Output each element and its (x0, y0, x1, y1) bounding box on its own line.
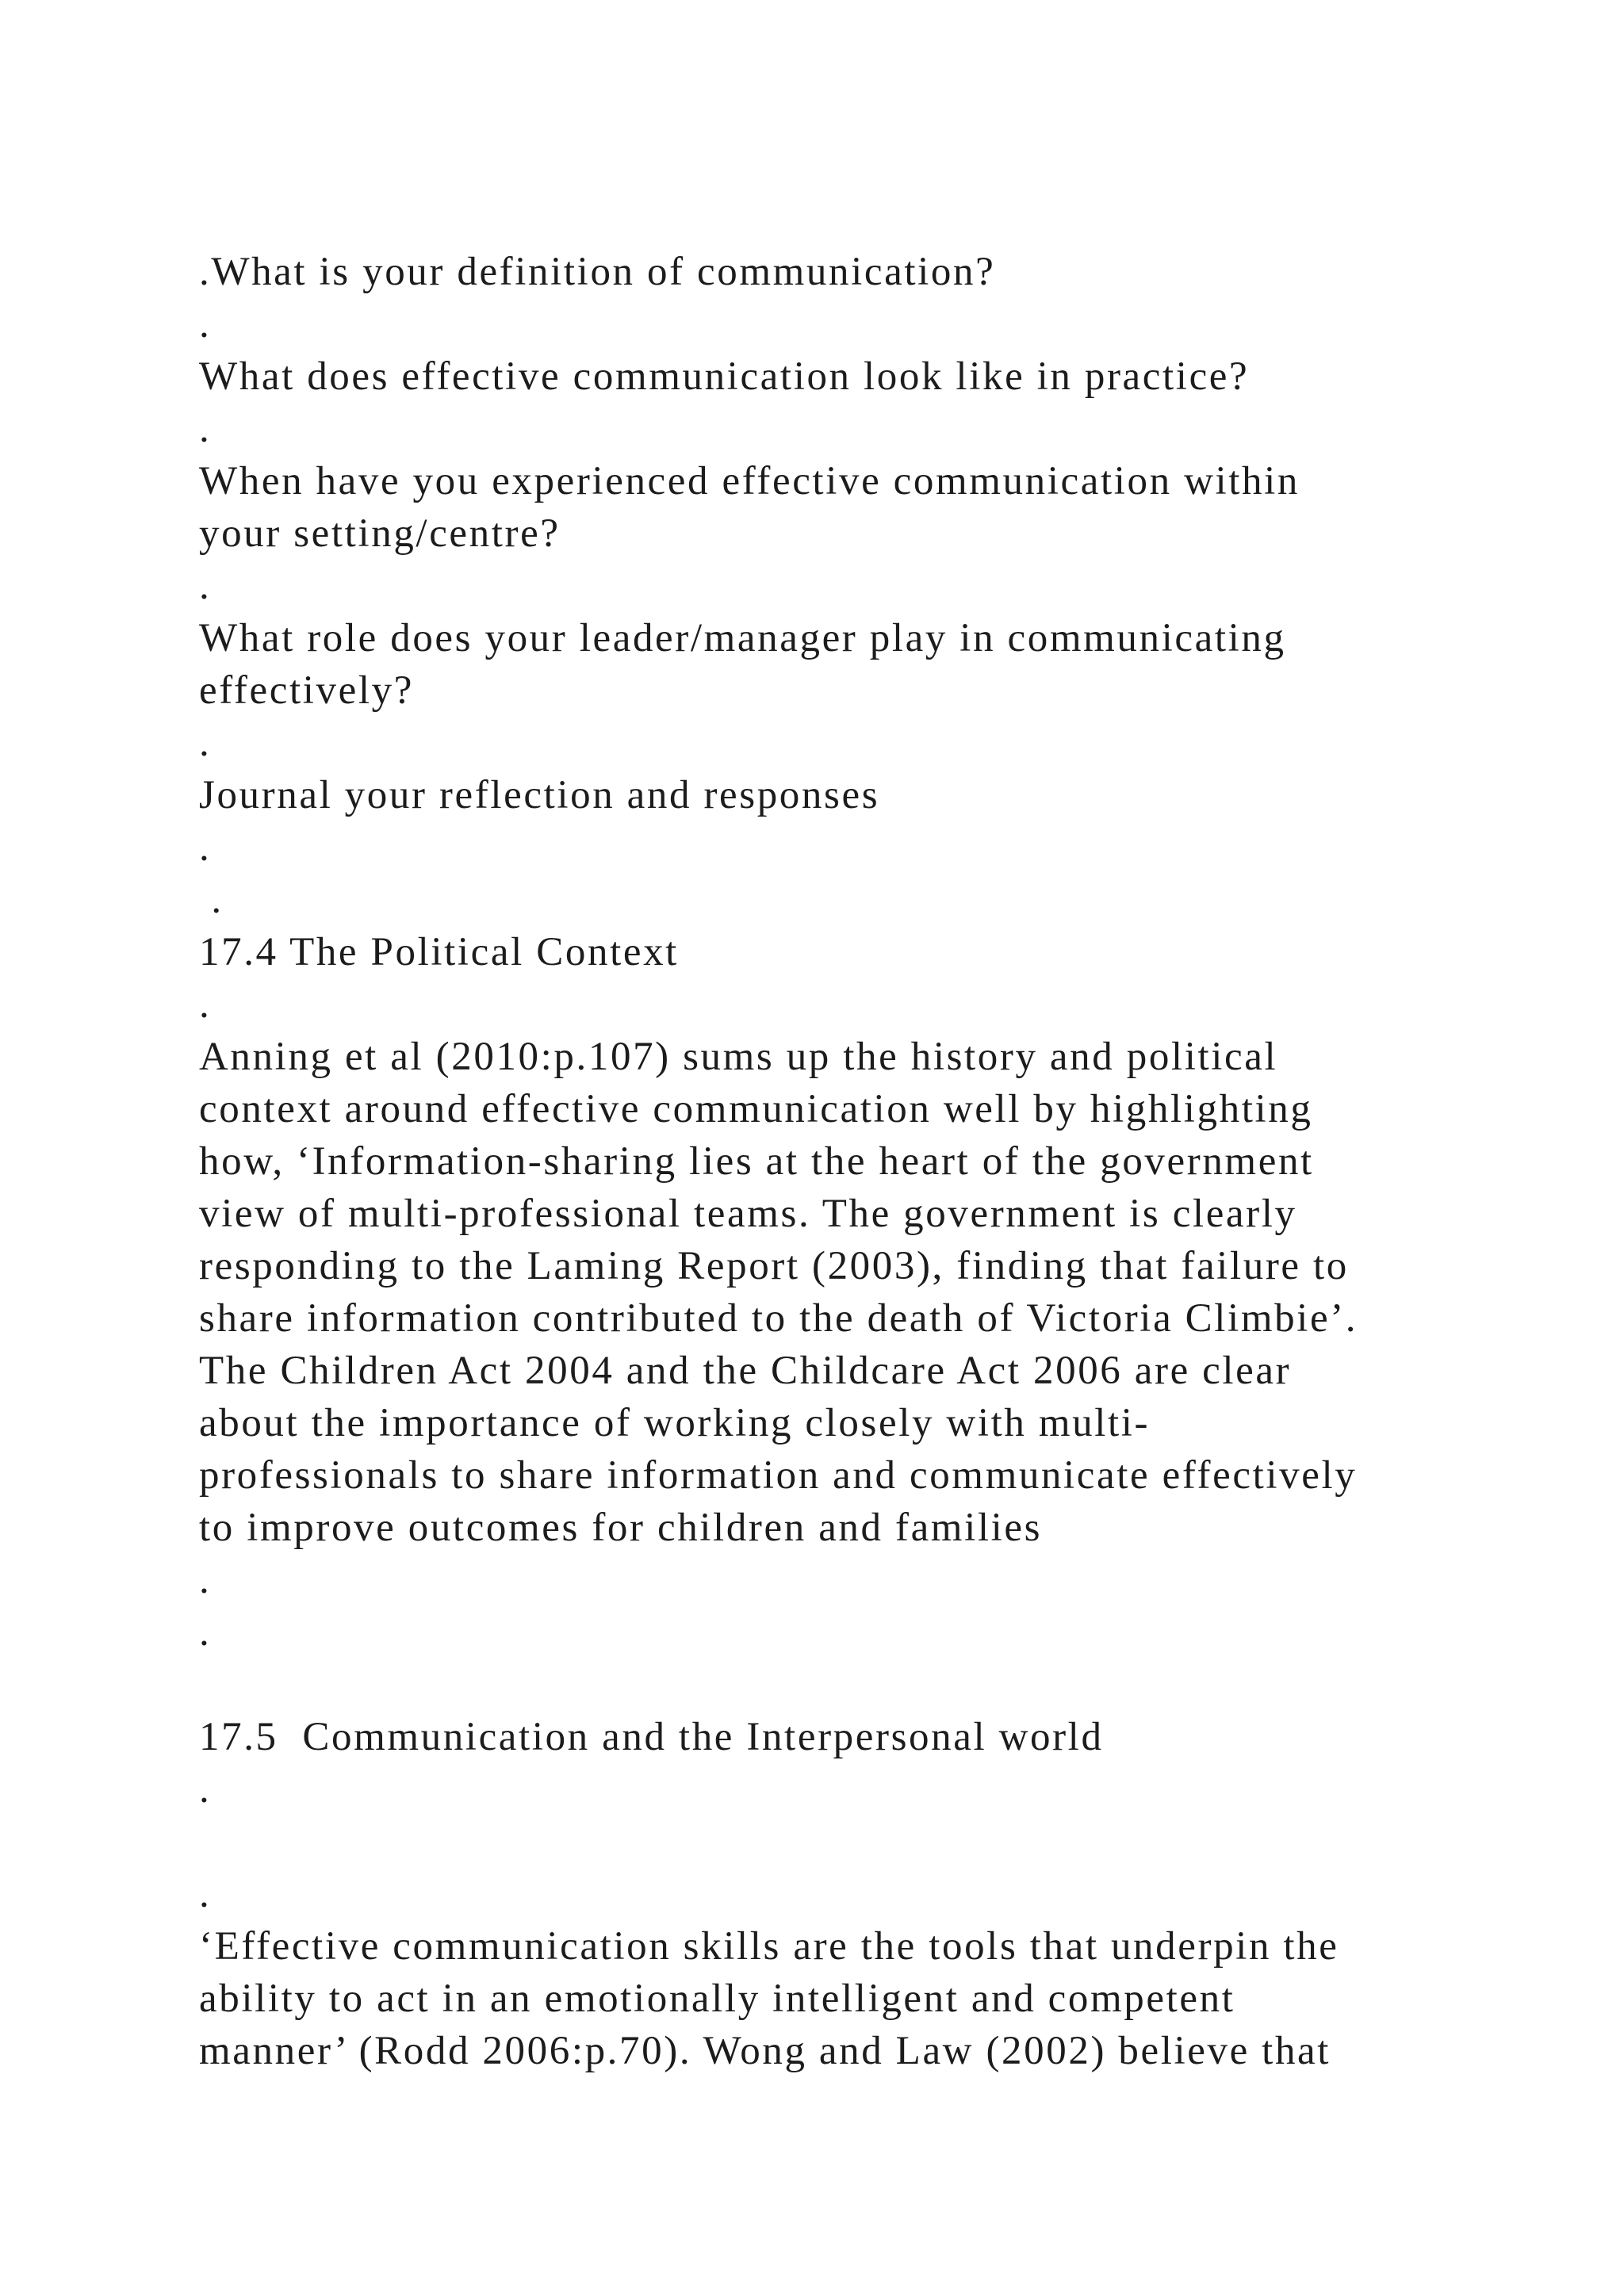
separator-dot: . (199, 564, 212, 608)
journal-instruction: Journal your reflection and responses (199, 773, 880, 817)
separator-dot: . (199, 825, 212, 870)
separator-dot: . (199, 878, 224, 922)
separator-dot: . (199, 1610, 212, 1655)
separator-dot: . (199, 982, 212, 1027)
paragraph-political-line-8: about the importance of working closely with multi- (199, 1401, 1151, 1445)
question-experience-line-1: When have you experienced effective communication within (199, 459, 1300, 503)
blank-line (199, 1816, 1563, 1868)
separator-dot: . (199, 721, 212, 765)
question-effective-practice: What does effective communication look like in practice? (199, 354, 1250, 399)
separator-dot: . (199, 407, 212, 451)
paragraph-political-line-10: to improve outcomes for children and families (199, 1506, 1043, 1550)
separator-dot: . (199, 1558, 212, 1602)
paragraph-political-line-9: professionals to share information and communicate effectively (199, 1453, 1358, 1498)
paragraph-political-line-3: how, ‘Information-sharing lies at the heart of the government (199, 1139, 1314, 1184)
paragraph-political-line-1: Anning et al (2010:p.107) sums up the history and political (199, 1035, 1278, 1079)
blank-line (199, 1659, 1563, 1711)
question-experience-line-2: your setting/centre? (199, 511, 561, 556)
separator-dot: . (199, 1767, 212, 1812)
question-leader-role-line-2: effectively? (199, 668, 414, 713)
paragraph-interpersonal-line-2: ability to act in an emotionally intelligent and competent (199, 1976, 1235, 2021)
question-definition: .What is your definition of communication? (199, 250, 996, 294)
section-heading-political-context: 17.4 The Political Context (199, 930, 679, 974)
separator-dot: . (199, 1872, 212, 1916)
paragraph-interpersonal-line-3: manner’ (Rodd 2006:p.70). Wong and Law (2002) believe that (199, 2029, 1331, 2073)
paragraph-political-line-7: The Children Act 2004 and the Childcare Act 2006 are clear (199, 1349, 1292, 1393)
paragraph-political-line-2: context around effective communication well by highlighting (199, 1087, 1313, 1131)
paragraph-political-line-5: responding to the Laming Report (2003), finding that failure to (199, 1244, 1349, 1288)
paragraph-political-line-6: share information contributed to the death of Victoria Climbie’. (199, 1296, 1358, 1341)
document-text (199, 246, 1563, 2077)
separator-dot: . (199, 302, 212, 346)
question-leader-role-line-1: What role does your leader/manager play in communicating (199, 616, 1286, 660)
section-heading-interpersonal: 17.5 Communication and the Interpersonal world (199, 1715, 1104, 1759)
paragraph-interpersonal-line-1: ‘Effective communication skills are the tools that underpin the (199, 1924, 1339, 1969)
paragraph-political-line-4: view of multi-professional teams. The government is clearly (199, 1192, 1297, 1236)
